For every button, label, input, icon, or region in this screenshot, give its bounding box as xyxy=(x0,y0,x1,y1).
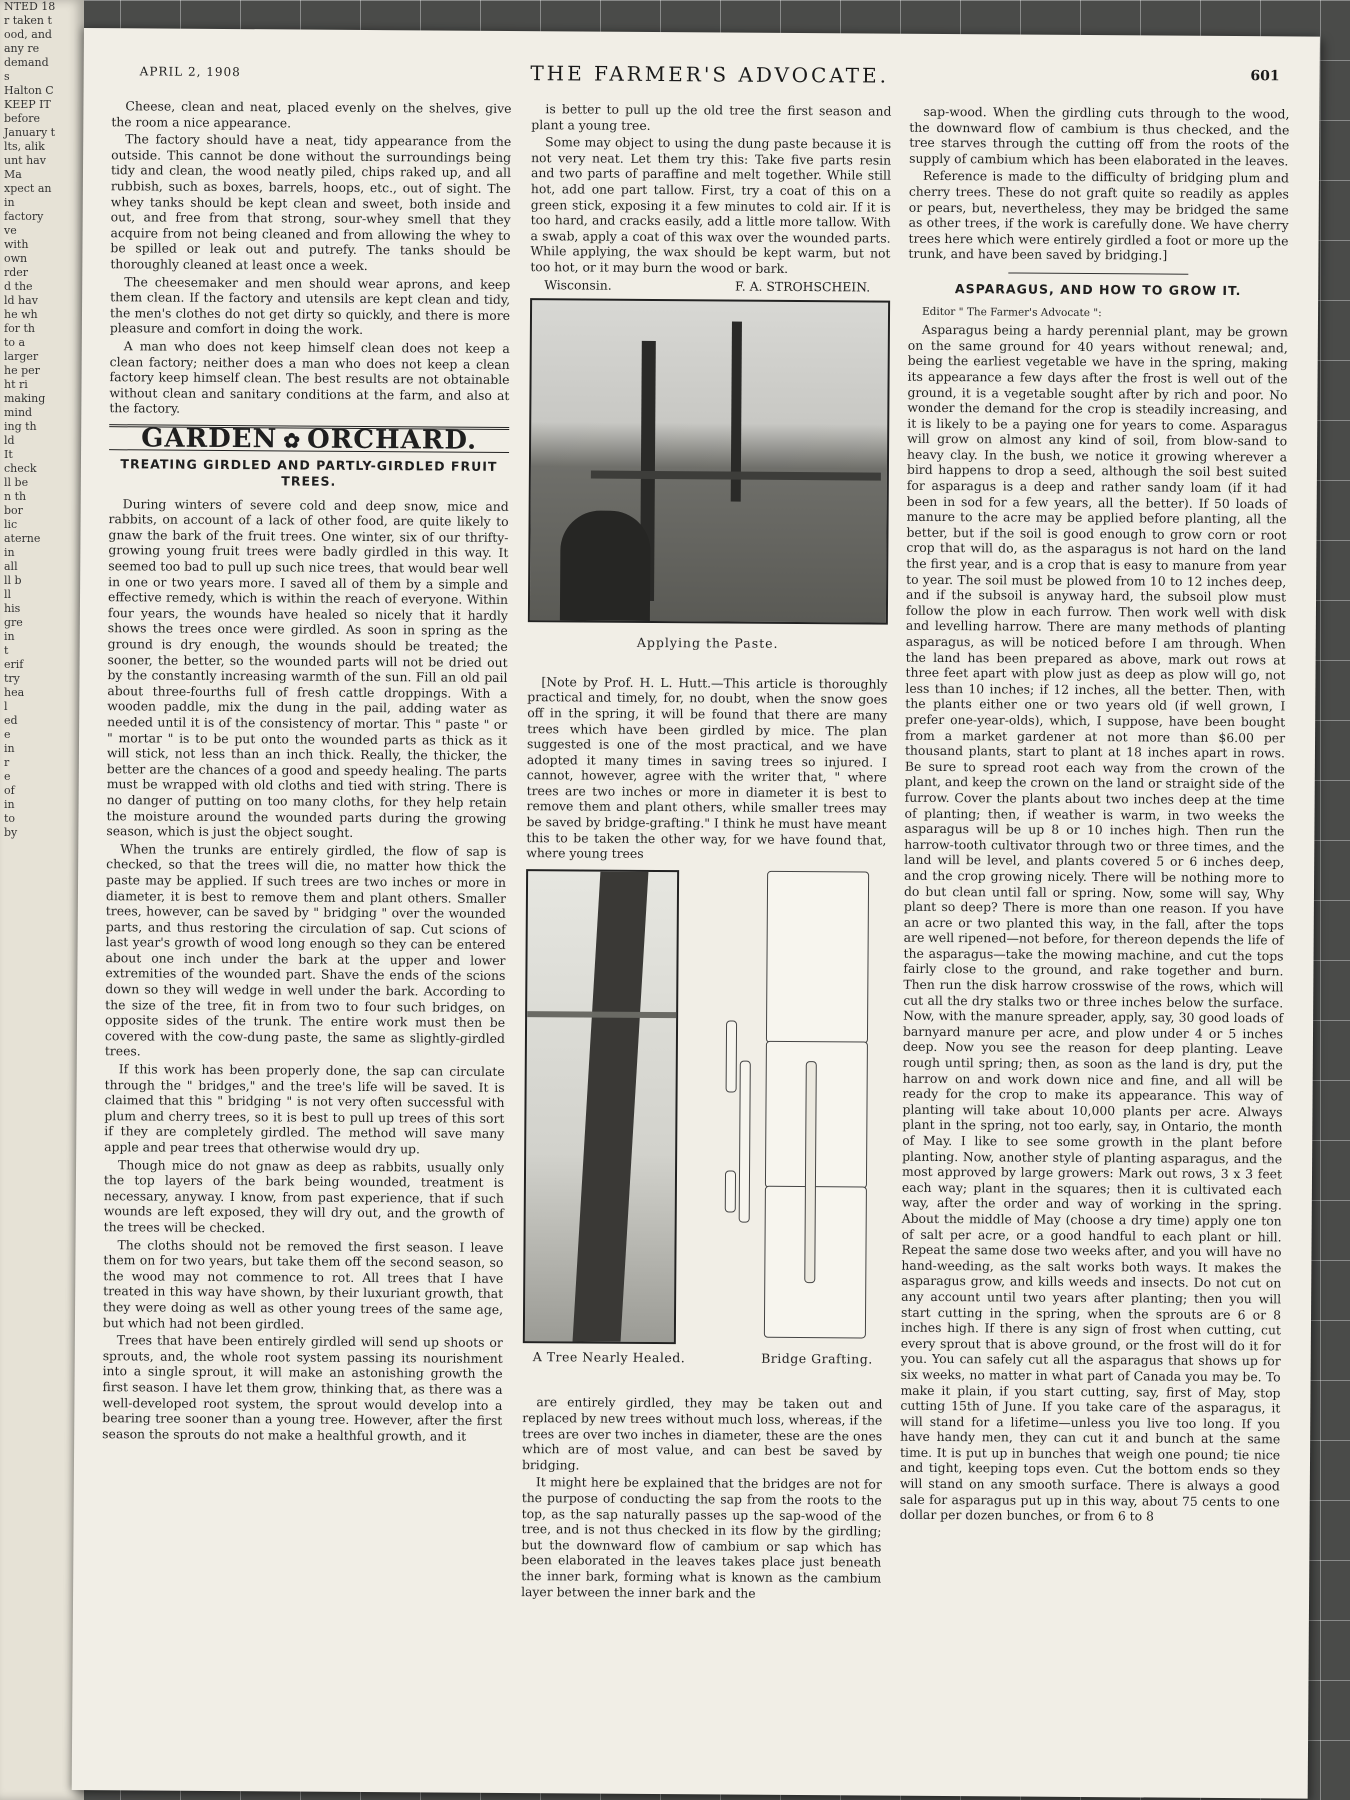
left-page-fragment: in xyxy=(4,546,15,559)
left-page-fragment: demand xyxy=(4,56,49,69)
signature-place: Wisconsin. xyxy=(544,276,612,293)
paragraph: sap-wood. When the girdling cuts through to the wood, the downward flow of cambium is thus checked, and the tree starves through the cutting off from the roots of the supply of cambium which has been elaborated in the leaves. xyxy=(909,103,1290,169)
note-continuation xyxy=(521,1395,882,1602)
figure-applying-paste xyxy=(528,298,890,652)
article-title-asparagus: ASPARAGUS, AND HOW TO GROW IT. xyxy=(954,281,1242,299)
left-page-fragment: he per xyxy=(4,364,40,377)
left-page-fragment: gre xyxy=(4,616,23,629)
left-page-fragment: ht ri xyxy=(4,378,28,391)
caption-applying-paste: Applying the Paste. xyxy=(636,634,779,651)
newspaper-page xyxy=(72,28,1320,1799)
signature-name: F. A. STROHSCHEIN. xyxy=(735,278,871,295)
page-number: 601 xyxy=(1250,68,1280,85)
paragraph: are entirely girdled, they may be taken out and replaced by new trees without much loss, whereas, if the trees are over two inches in diameter, these are the ones which are of most value, and can best be saved by bridging. xyxy=(521,1394,883,1473)
left-page-fragment: in xyxy=(4,798,15,811)
left-page-fragment: any re xyxy=(4,42,40,55)
left-page-fragment: larger xyxy=(4,350,39,363)
girdled-article-continuation xyxy=(530,101,891,277)
left-page-fragment: for th xyxy=(4,322,35,335)
editor-note: [Note by Prof. H. L. Hutt.—This article is thoroughly practical and timely, for, no doubt, when the snow goes off in the spring, it will be found that there are many trees which have been girdled by mice. The plan suggested is one of the most practical, and we have adopted it many times in saving trees so injured. I cannot, however, agree with the writer that, " where trees are two inches or more in diameter it is best to remove them and plant others, while smaller trees may be saved by bridge-grafting." I think he must have meant this to be taken the other way, for we have found that, where young trees xyxy=(526,673,888,862)
article-signature xyxy=(530,277,890,295)
paragraph: During winters of severe cold and deep snow, mice and rabbits, on account of a lack of other food, are quite likely to gnaw the bark of the fruit trees. One winter, six of our thrifty-growing young fruit trees were badly girdled in this way. It seemed too bad to pull up such nice trees, that would bear well in one or two years more. I saved all of them by a simple and effective remedy, which is within the reach of everyone. Within four years, the wounds have healed so nicely that it hardly shows the trees once were girdled. As soon in spring as the ground is dry enough, the wounds should be treated; the sooner, the better, so the wounded parts will not be dried out by the constantly increasing warmth of the sun. Fill an old pail about three-fourths full of fresh cattle droppings. With a wooden paddle, mix the dung in the pail, adding water as needed until it is of the consistency of mortar. This " paste " or " mortar " is to be put onto the wounded parts as thick as it will stick, not less than an inch thick. Really, the thicker, the better are the chances of a good and speedy healing. The parts must be wrapped with old cloths and tied with string. There is no danger of putting on too many cloths, for they help retain the moisture around the wounded parts during the growing season, which is just the object sought. xyxy=(106,495,509,841)
photo-tree-nearly-healed xyxy=(523,869,680,1344)
left-page-fragment: before xyxy=(4,112,41,125)
left-page-fragment: in xyxy=(4,630,15,643)
left-page-fragment: e xyxy=(4,728,11,741)
left-page-fragment: all xyxy=(4,560,18,573)
running-head xyxy=(140,58,1280,92)
asparagus-article-body xyxy=(900,322,1288,1525)
left-page-fragment: ll b xyxy=(4,574,22,587)
left-page-fragment: hea xyxy=(4,686,25,699)
issue-date: APRIL 2, 1908 xyxy=(139,64,241,80)
left-page-fragment: lic xyxy=(4,518,18,531)
paragraph: Though mice do not gnaw as deep as rabbits, usually only the top layers of the bark being wounded, treatment is necessary, anyway. I know, from past experience, that if such wounds are left exposed, they will dry out, and the growth of the trees will be checked. xyxy=(103,1156,505,1236)
paragraph: Trees that have been entirely girdled will send up shoots or sprouts, and, the whole root system passing its nourishment into a single sprout, it will make an astonishing growth the first season. I have let them grow, thinking that, as there was a well-developed root system, the sprout would develop into a bearing tree sooner than a young tree. However, after the first season the sprouts do not make a healthful growth, and it xyxy=(102,1332,503,1444)
figure-pair xyxy=(523,869,886,1346)
left-page-fragment: with xyxy=(4,238,29,251)
note-conclusion xyxy=(908,104,1289,265)
left-page-fragment: NTED 18 xyxy=(4,0,56,13)
paragraph: A man who does not keep himself clean does not keep a clean factory; neither does a man who does not keep a clean factory keep himself clean. The best results are not obtainable without clean and sanitary conditions at the farm, and also at the factory. xyxy=(109,338,510,416)
left-page-text xyxy=(0,0,84,840)
left-page-fragment: r taken t xyxy=(4,14,52,27)
left-page-fragment: factory xyxy=(4,210,44,223)
paragraph: Reference is made to the difficulty of bridging plum and cherry trees. These do not graft quite so readily as apples or pears, but, nevertheless, they may be bridged the same as other trees, if the work is carefully done. We have cherry trees here which were entirely girdled a foot or more up the trunk, and have been saved by bridging.] xyxy=(908,168,1290,263)
paragraph: The cheesemaker and men should wear aprons, and keep them clean. If the factory and utensils are kept clean and tidy, the men's clothes do not get dirty so quickly, and there is more pleasure and comfort in doing the work. xyxy=(109,273,511,338)
left-page-fragment: lts, alik xyxy=(4,140,45,153)
left-page-fragment: ll be xyxy=(4,476,29,489)
left-page-fragment: e xyxy=(4,770,11,783)
caption-tree-nearly-healed: A Tree Nearly Healed. xyxy=(532,1349,686,1366)
drawing-bridge-grafting xyxy=(724,870,886,1341)
paragraph: Asparagus being a hardy perennial plant, may be grown on the same ground for 40 years without renewal; and, being the earliest vegetable we have in the spring, making its appearance a few days after the frost is well out of the ground, it is a vegetable sought after by rich and poor. No wonder the demand for the crop is steadily increasing, and it is likely to be a paying one for years to come. Asparagus will grow on almost any kind of soil, from blow-sand to heavy clay. In the bush, we notice it growing wherever a bird happens to drop a seed, although the soil best suited for asparagus is a deep and rather sandy loam (if it had been in sod for a few years, all the better). If 50 loads of manure to the acre may be applied before planting, all the better, but if the soil is good enough to grow corn or root crop that will do, as the asparagus is not hard on the land the first year, and is a crop that is easy to manure from year to year. The soil must be plowed from 10 to 12 inches deep, and if the subsoil is anyway hard, the subsoil plow must follow the plow in each furrow. Then work well with disk and levelling harrow. There are many methods of planting asparagus, as will be noticed before I am through. When the land has been prepared as above, mark out rows at three feet apart with plow just as deep as plow will go, not less than 10 inches; if 12 inches, all the better. Then, with the plants either one or two years old (if well grown, I prefer one-year-olds), which, I suppose, have been bought from a market gardener at not more than $6.00 per thousand plants, start to plant at 18 inches apart in rows. Be sure to spread root each way from the crown of the plant, and keep the crown on the land or straight side of the furrow. Cover the plants about two inches deep at the time of planting; then, if weather is warm, in two weeks the asparagus will be up 8 or 10 inches high. Then run the harrow-tooth cultivator through two or three times, and the land will be level, and plants covered 5 or 6 inches deep, and the crop growing nicely. There will be nothing more to do but clean until fall or spring. Now, some will say, Why plant so deep? There is more than one reason. If you have an acre or two planted this way, in the fall, after the tops are well ripened—not before, for thereon depends the life of the asparagus—take the mowing machine, and cut the tops fairly close to the ground, and rake together and burn. Then run the disk harrow crosswise of the rows, which will cut all the dry stalks two or three inches below the surface. Now, with the manure spreader, apply, say, 30 good loads of barnyard manure per acre, and plow under 4 or 5 inches deep. Now you see the reason for deep planting. Leave rough until spring; then, as soon as the land is dry, put the harrow on and work down nice and fine, and all will be ready for the crop to make its appearance. This way of planting will take about 10,000 plants per acre. Always plant in the spring, not too early, say, in Ontario, the month of May. I like to see some growth in the plant before planting. Now, another style of planting asparagus, and the most approved by large growers: Mark out rows, 3 x 3 feet each way; plant in the squares; then it is cultivated each way, after the order and way of working in the spring. About the middle of May (choose a dry time) apply one ton of salt per acre, or a good handful to each plant or hill. Repeat the same dose two weeks after, and you will have no hand-weeding, as the salt works both ways. It makes the asparagus grow, and kills weeds and insects. Do not cut on any account until two years after planting; then you will start cutting in the spring, when the sprouts are 6 or 8 inches high. If there is any sign of frost when cutting, cut every sprout that is above ground, or the frost will do it for you. You can safely cut all the asparagus that shows up for six weeks, no matter in what part of Canada you may be. To make it plain, if you start cutting, say, first of May, stop cutting 15th of June. If you take care of the asparagus, it will stand for a lifetime—unless you live too long. If you have handy men, they can cut it and bunch at the same time. It is put up in bunches that weigh one pound; tie nice and tight, keeping tops even. Cut the bottom ends so they will stand on any smooth surface. There is always a good sale for asparagus put up in this way, about 75 cents to one dollar per dozen bunches, or from 6 to 8 xyxy=(899,321,1288,1524)
left-page-fragment: xpect an xyxy=(4,182,52,195)
paragraph: When the trunks are entirely girdled, the flow of sap is checked, so that the trees will die, no matter how thick the paste may be applied. If such trees are two inches or more in diameter, it is best to remove them and plant others. Smaller trees, however, can be saved by " bridging " over the wounded parts, and thus restoring the circulation of sap. Cut scions of last year's growth of wood long enough so they can be entered about one inch under the bark at the upper and lower extremities of the wounded part. Shave the ends of the scions down so they will wedge in well under the bark. According to the size of the tree, fit in from two to four such bridges, on opposite sides of the trunk. The entire work must then be covered with the cow-dung paste, the same as slightly-girdled trees. xyxy=(104,840,507,1059)
left-page-fragment: unt hav xyxy=(4,154,46,167)
column-3 xyxy=(900,104,1290,1527)
left-page-fragment: bor xyxy=(4,504,23,517)
left-page-fragment: ood, and xyxy=(4,28,52,41)
photo-applying-paste xyxy=(528,298,890,625)
left-page-fragment: of xyxy=(4,784,15,797)
left-page-fragment: making xyxy=(4,392,46,405)
left-page-fragment: to a xyxy=(4,336,26,349)
left-page-fragment: l xyxy=(4,700,8,713)
left-page-fragment: mind xyxy=(4,406,33,419)
left-page-fragment: r xyxy=(4,756,10,769)
paragraph: The cloths should not be removed the first season. I leave them on for two years, but take them off the second season, so the wood may not commence to rot. All trees that I have treated in this way have shown, by their luxuriant growth, that they were doing as well as other young trees of the same age, but which had not been girdled. xyxy=(102,1236,504,1332)
section-ornament-icon: ✿ xyxy=(283,428,302,453)
left-page-fragment: It xyxy=(4,448,13,461)
left-page-fragment: n th xyxy=(4,490,27,503)
left-page-fragment: check xyxy=(4,462,37,475)
column-2 xyxy=(521,101,891,1604)
left-page-fragment: in xyxy=(4,196,15,209)
left-page-fragment: by xyxy=(4,826,18,839)
left-page-fragment: Ma xyxy=(4,168,22,181)
publication-title: THE FARMER'S ADVOCATE. xyxy=(530,61,890,88)
paragraph: Some may object to using the dung paste because it is not very neat. Let them try this: Take five parts resin and two parts of paraffine and melt together. While still hot, add one part tallow. First, try a coat of this on a green stick, exposing it a few minutes to cold air. If it is too hard, and cracks easily, add a little more tallow. With a swab, apply a coat of this wax over the wounded parts. While applying, the wax should be kept warm, but not too hot, or it may burn the wood or bark. xyxy=(530,134,892,276)
left-page-fragment: ve xyxy=(4,224,17,237)
section-header-left: GARDEN xyxy=(141,423,278,455)
left-page-fragment: ed xyxy=(4,714,18,727)
left-page-fragment: try xyxy=(4,672,20,685)
paragraph: is better to pull up the old tree the first season and plant a young tree. xyxy=(531,101,892,133)
left-page-fragment: January t xyxy=(4,126,56,139)
left-page-fragment: s xyxy=(4,70,10,83)
paragraph: It might here be explained that the bridges are not for the purpose of conducting the sap from the roots to the top, as the sap naturally passes up the sap-wood of the tree, and is not thus checked in its flow by the girdling; but the downward flow of cambium or sap which has been elaborated in the leaves takes place just beneath the inner bark, forming what is known as the cambium layer between the inner bark and the xyxy=(521,1474,882,1601)
section-header-garden-orchard xyxy=(109,423,509,456)
left-page-fragment: aterne xyxy=(4,532,41,545)
left-page-fragment: ll xyxy=(4,588,12,601)
left-page-fragment: Halton C xyxy=(4,84,54,97)
left-page-fragment: t xyxy=(4,644,9,657)
left-page-fragment: ing th xyxy=(4,420,37,433)
left-page-fragment: he wh xyxy=(4,308,38,321)
left-page-fragment: ld xyxy=(4,434,15,447)
left-page-fragment: in xyxy=(4,742,15,755)
figure-pair-captions xyxy=(523,1349,883,1367)
editor-salutation: Editor " The Farmer's Advocate ": xyxy=(922,305,1102,319)
left-page-fragment: rder xyxy=(4,266,29,279)
caption-bridge-grafting: Bridge Grafting. xyxy=(761,1350,873,1367)
left-page-fragment: KEEP IT xyxy=(4,98,51,111)
left-page-fragment: to xyxy=(4,812,16,825)
left-page-fragment: own xyxy=(4,252,28,265)
left-page-fragment: d the xyxy=(4,280,33,293)
left-page-fragment: his xyxy=(4,602,21,615)
cheese-article-end xyxy=(109,98,511,419)
paragraph: Cheese, clean and neat, placed evenly on the shelves, give the room a nice appearance. xyxy=(111,98,512,131)
paragraph: If this work has been properly done, the sap can circulate through the " bridges," and the tree's life will be saved. It is claimed that this " bridging " is not very often successful with plum and cherry trees, so it is best to pull up trees of this sort if they are completely girdled. The method will save many apple and pear trees that otherwise would dry up. xyxy=(104,1061,505,1157)
section-header-right: ORCHARD. xyxy=(306,424,478,456)
column-1 xyxy=(102,98,511,1446)
article-divider xyxy=(1008,272,1188,274)
girdled-trees-article-body xyxy=(102,496,509,1444)
paragraph: The factory should have a neat, tidy appearance from the outside. This cannot be done without the surroundings being tidy and clean, the wood neatly piled, chips raked up, and all rubbish, such as boxes, barrels, hoops, etc., out of sight. The whey tanks should be kept clean and sweet, both inside and out, and free from that strong, sour-whey smell that they acquire from not being cleaned and from allowing the whey to be spilled or leak out and putrefy. The tanks should be thoroughly cleaned at least once a week. xyxy=(110,131,512,273)
left-facing-page xyxy=(0,0,84,1800)
left-page-fragment: ld hav xyxy=(4,294,38,307)
article-title-girdled-trees: TREATING GIRDLED AND PARTLY-GIRDLED FRUIT TREES. xyxy=(120,456,498,489)
left-page-fragment: erif xyxy=(4,658,24,671)
